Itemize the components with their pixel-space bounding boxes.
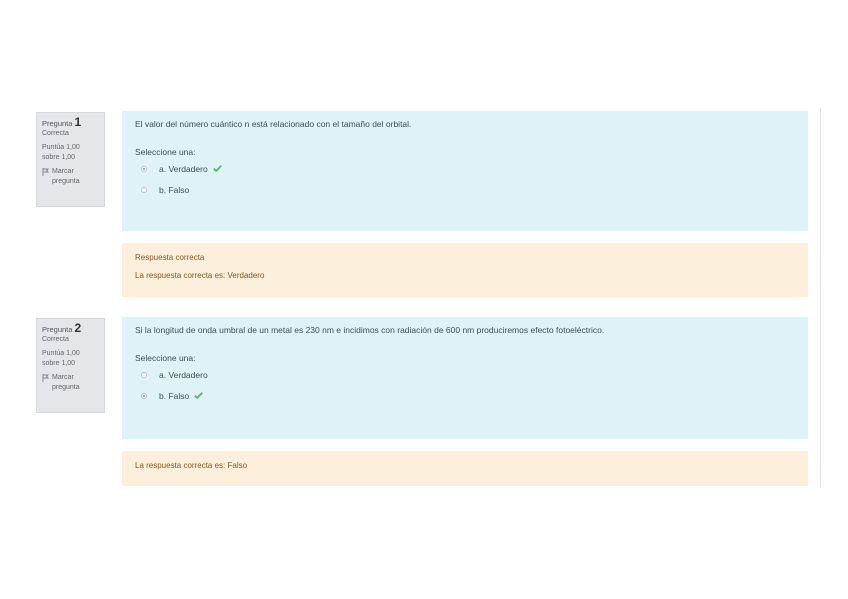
radio-button[interactable] xyxy=(141,187,147,193)
radio-button-selected[interactable] xyxy=(141,166,147,172)
question-content-2 xyxy=(122,317,808,439)
question-text: Si la longitud de onda umbral de un metal es 230 nm e incidimos con radiación de 600 nm produciremos efecto fotoeléctrico. xyxy=(135,325,605,335)
question-info-2 xyxy=(36,318,105,413)
answer-option-a[interactable] xyxy=(141,368,795,382)
question-number: Pregunta 2 xyxy=(42,321,82,335)
answer-option-b[interactable] xyxy=(141,389,795,403)
answer-prompt: Seleccione una: xyxy=(135,147,196,157)
check-icon xyxy=(194,391,203,401)
check-icon xyxy=(213,164,222,174)
flag-icon xyxy=(42,373,49,386)
option-label: b. Falso xyxy=(159,391,190,401)
radio-button[interactable] xyxy=(141,372,147,378)
option-label: b. Falso xyxy=(159,185,190,195)
question-status: Correcta xyxy=(42,336,69,343)
question-info-1 xyxy=(36,112,105,207)
feedback-1 xyxy=(122,243,808,297)
flag-icon xyxy=(42,167,49,180)
option-label: a. Verdadero xyxy=(159,164,208,174)
correct-answer: La respuesta correcta es: Falso xyxy=(135,461,248,470)
flag-question-button[interactable] xyxy=(42,167,99,187)
question-score: Puntúa 1,00 sobre 1,00 xyxy=(42,144,80,161)
answer-option-a[interactable] xyxy=(141,162,795,176)
radio-button-selected[interactable] xyxy=(141,393,147,399)
flag-label: Marcar pregunta xyxy=(52,374,80,391)
correct-answer: La respuesta correcta es: Verdadero xyxy=(135,271,265,280)
feedback-2 xyxy=(122,451,808,486)
content-border xyxy=(820,108,821,488)
question-content-1 xyxy=(122,111,808,231)
question-score: Puntúa 1,00 sobre 1,00 xyxy=(42,350,80,367)
flag-label: Marcar pregunta xyxy=(52,168,80,185)
answer-option-b[interactable] xyxy=(141,183,795,197)
question-status: Correcta xyxy=(42,130,69,137)
flag-question-button[interactable] xyxy=(42,373,99,393)
feedback-status: Respuesta correcta xyxy=(135,253,205,262)
answer-prompt: Seleccione una: xyxy=(135,353,196,363)
question-text: El valor del número cuántico n está relacionado con el tamaño del orbital. xyxy=(135,119,412,129)
question-number: Pregunta 1 xyxy=(42,115,82,129)
option-label: a. Verdadero xyxy=(159,370,208,380)
